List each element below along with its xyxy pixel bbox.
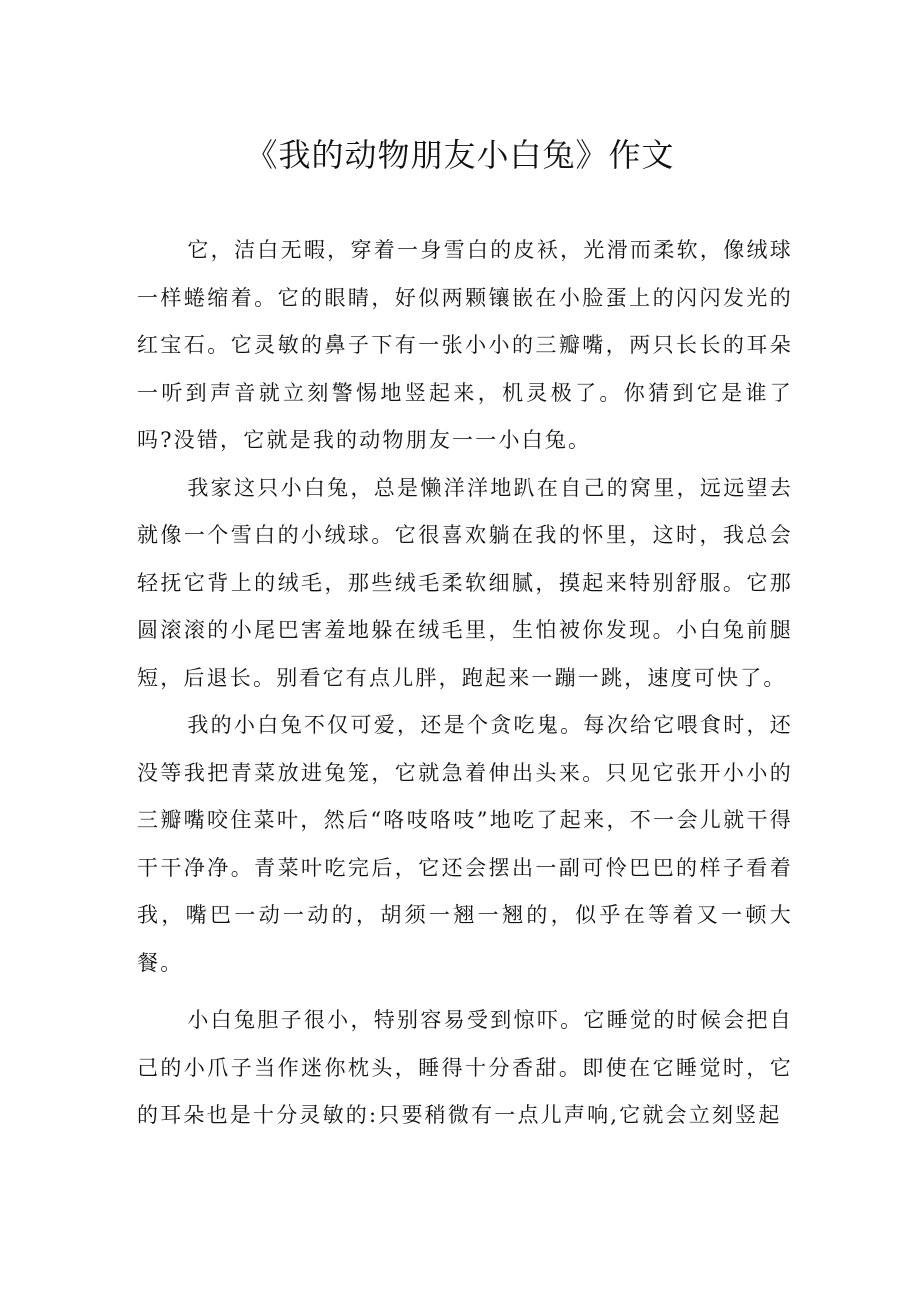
document-body [137,227,793,1140]
paragraph-1: 它，洁白无暇，穿着一身雪白的皮袄，光滑而柔软，像绒球一样蜷缩着。它的眼睛，好似两颗镶嵌在小脸蛋上的闪闪发光的红宝石。它灵敏的鼻子下有一张小小的三瓣嘴，两只长长的耳朵一听到声音就立刻警惕地竖起来，机灵极了。你猜到它是谁了吗?没错，它就是我的动物朋友一一小白兔。 [137,238,793,452]
paragraph-3: 我的小白兔不仅可爱，还是个贪吃鬼。每次给它喂食时，还没等我把青菜放进兔笼，它就急着伸出头来。只见它张开小小的三瓣嘴咬住菜叶，然后“咯吱咯吱”地吃了起来，不一会儿就干得干干净净。青菜叶吃完后，它还会摆出一副可怜巴巴的样子看着我，嘴巴一动一动的，胡须一翘一翘的，似乎在等着又一顿大餐。 [137,713,793,975]
paragraph-4: 小白兔胆子很小，特别容易受到惊吓。它睡觉的时候会把自己的小爪子当作迷你枕头，睡得十分香甜。即使在它睡觉时，它的耳朵也是十分灵敏的:只要稍微有一点儿声响,它就会立刻竖起 [137,1008,793,1127]
document-title: 《我的动物朋友小白兔》作文 [245,136,675,174]
paragraph-2: 我家这只小白兔，总是懒洋洋地趴在自己的窝里，远远望去就像一个雪白的小绒球。它很喜欢躺在我的怀里，这时，我总会轻抚它背上的绒毛，那些绒毛柔软细腻，摸起来特别舒服。它那圆滚滚的小尾巴害羞地躲在绒毛里，生怕被你发现。小白兔前腿短，后退长。别看它有点儿胖，跑起来一蹦一跳，速度可快了。 [137,475,793,690]
